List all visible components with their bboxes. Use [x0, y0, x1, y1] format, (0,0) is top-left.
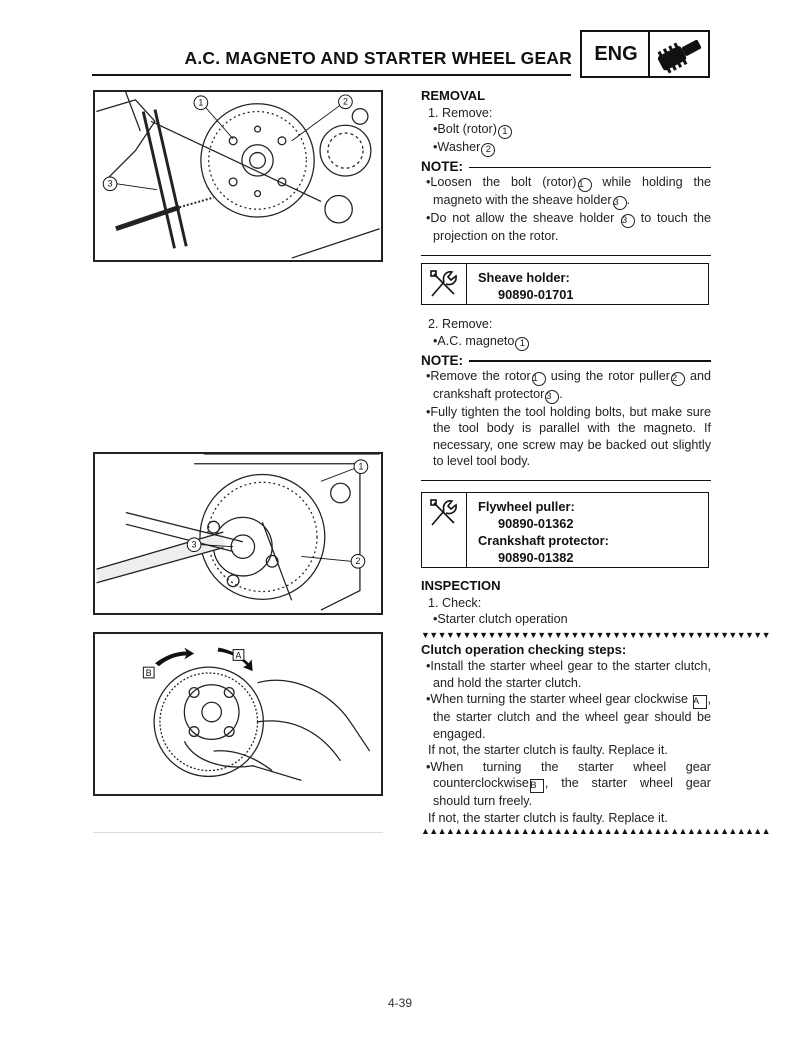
- tool-box-flywheel-puller: [421, 492, 709, 568]
- triangles-up: ▲▲▲▲▲▲▲▲▲▲▲▲▲▲▲▲▲▲▲▲▲▲▲▲▲▲▲▲▲▲▲▲▲▲▲▲▲▲▲▲▲▲: [421, 826, 770, 836]
- tool-name: Flywheel puller:: [478, 499, 575, 514]
- step-text: , the starter wheel gear should turn freely.: [433, 776, 711, 808]
- ref-circle: 3: [613, 196, 627, 210]
- ref-circle: 1: [532, 372, 546, 386]
- tool-wrench-icon: [422, 264, 467, 304]
- note-item: [421, 210, 711, 245]
- ref-square: B: [530, 779, 544, 793]
- note-end-rule: [421, 255, 711, 256]
- ref-circle: 1: [498, 125, 512, 139]
- callout-a: [233, 650, 244, 661]
- callout-b-label: B: [145, 667, 152, 678]
- bullet-washer-text: •Washer: [433, 140, 481, 154]
- step-text: •When turning the starter wheel gear counterclockwise: [426, 759, 711, 790]
- triangles-down: ▼▼▼▼▼▼▼▼▼▼▼▼▼▼▼▼▼▼▼▼▼▼▼▼▼▼▼▼▼▼▼▼▼▼▼▼▼▼▼▼▼▼: [421, 629, 770, 640]
- removal-step-2: 2. Remove:: [428, 317, 493, 331]
- note-item: [421, 174, 711, 210]
- ref-circle: 2: [671, 372, 685, 386]
- tool-lines: [478, 269, 573, 303]
- bullet-magneto: [421, 333, 711, 351]
- page-title: A.C. MAGNETO AND STARTER WHEEL GEAR: [184, 48, 572, 68]
- section-tag-box: [580, 30, 710, 78]
- removal-section: [421, 88, 711, 256]
- note-label: NOTE:: [421, 352, 463, 368]
- note-text: and crankshaft protector: [433, 368, 711, 401]
- ref-circle: 3: [621, 214, 635, 228]
- bullet-washer: [421, 139, 711, 157]
- note-text: •Loosen the bolt (rotor): [426, 175, 577, 189]
- note-header: [421, 159, 711, 174]
- removal-heading: REMOVAL: [421, 88, 486, 103]
- inspection-heading: INSPECTION: [421, 578, 501, 593]
- removal-step-2-section: [421, 316, 711, 481]
- bullet-bolt: [421, 121, 711, 139]
- callout-2: [339, 95, 353, 109]
- tool-wrench-icon: [422, 493, 467, 567]
- section-tag: ENG: [594, 43, 638, 65]
- ref-square: A: [693, 695, 707, 709]
- step-item: •Install the starter wheel gear to the starter clutch, and hold the starter clutch.: [426, 659, 711, 690]
- callout-1-label: 1: [358, 461, 364, 472]
- note-text: using the rotor puller: [545, 368, 670, 383]
- engine-cylinder-icon: [652, 34, 708, 74]
- step-item: [421, 691, 711, 742]
- inspection-step-1: 1. Check:: [428, 595, 482, 610]
- note-text: to touch the projection on the rotor.: [433, 211, 711, 243]
- note-rule: [469, 360, 711, 361]
- figure-starter-clutch-check: [93, 632, 383, 796]
- inspection-section: [421, 578, 770, 836]
- figure-flywheel-puller: [93, 452, 383, 615]
- callout-a-label: A: [235, 650, 242, 661]
- removal-step-1: 1. Remove:: [428, 105, 493, 120]
- tool-part-number: 90890-01701: [498, 287, 574, 302]
- page-number: 4-39: [387, 996, 413, 1010]
- bullet-magneto-text: •A.C. magneto: [433, 333, 515, 348]
- callout-1: [194, 96, 208, 110]
- step-text: , the starter clutch and the wheel gear should be engaged.: [433, 692, 712, 741]
- callout-1-label: 1: [198, 97, 204, 108]
- note-item: •Fully tighten the tool holding bolts, but make sure the tool body is parallel with the magneto. If necessary, one screw may be backed out slightly to level tool body.: [426, 404, 711, 468]
- callout-3-label: 3: [191, 539, 197, 550]
- step-item: [421, 759, 711, 810]
- callout-3-label: 3: [107, 178, 113, 189]
- step-text: •When turning the starter wheel gear clockwise: [426, 692, 692, 706]
- inspection-bullet: •Starter clutch operation: [433, 612, 568, 626]
- ref-circle: 1: [515, 337, 529, 351]
- callout-3: [187, 538, 201, 552]
- note-rule: [469, 167, 711, 168]
- callout-2: [351, 554, 365, 568]
- bullet-bolt-text: •Bolt (rotor): [433, 122, 497, 136]
- figure-sheave-holder: [93, 90, 383, 262]
- ref-circle: 1: [578, 178, 592, 192]
- note-text: •Do not allow the sheave holder: [426, 211, 615, 225]
- ref-circle: 2: [481, 143, 495, 157]
- note-text: while holding the magneto with the sheave holder: [433, 175, 711, 207]
- note-item: [421, 368, 711, 404]
- note-label: NOTE:: [421, 159, 463, 174]
- callout-b: [143, 667, 154, 678]
- note-text: .: [626, 193, 631, 207]
- note-end-rule: [421, 480, 711, 481]
- section-tag-divider: [648, 32, 650, 76]
- tool-name: Sheave holder:: [478, 270, 570, 285]
- callout-1: [354, 460, 368, 474]
- note-text: .: [559, 386, 563, 401]
- tool-box-sheave-holder: [421, 263, 709, 305]
- step-item: If not, the starter clutch is faulty. Replace it.: [428, 743, 668, 757]
- tool-name: Crankshaft protector:: [478, 533, 609, 548]
- callout-2-label: 2: [355, 556, 361, 567]
- tool-lines: [478, 498, 609, 566]
- step-item: If not, the starter clutch is faulty. Replace it.: [428, 810, 668, 825]
- note-header: [421, 353, 711, 368]
- title-rule: [92, 74, 571, 76]
- divider: [93, 832, 383, 833]
- note-text: •Remove the rotor: [426, 368, 531, 383]
- callout-3: [103, 177, 117, 191]
- tool-part-number: 90890-01382: [498, 550, 574, 565]
- steps-heading: Clutch operation checking steps:: [421, 641, 627, 657]
- ref-circle: 3: [545, 390, 559, 404]
- callout-2-label: 2: [342, 96, 348, 107]
- tool-part-number: 90890-01362: [498, 516, 574, 531]
